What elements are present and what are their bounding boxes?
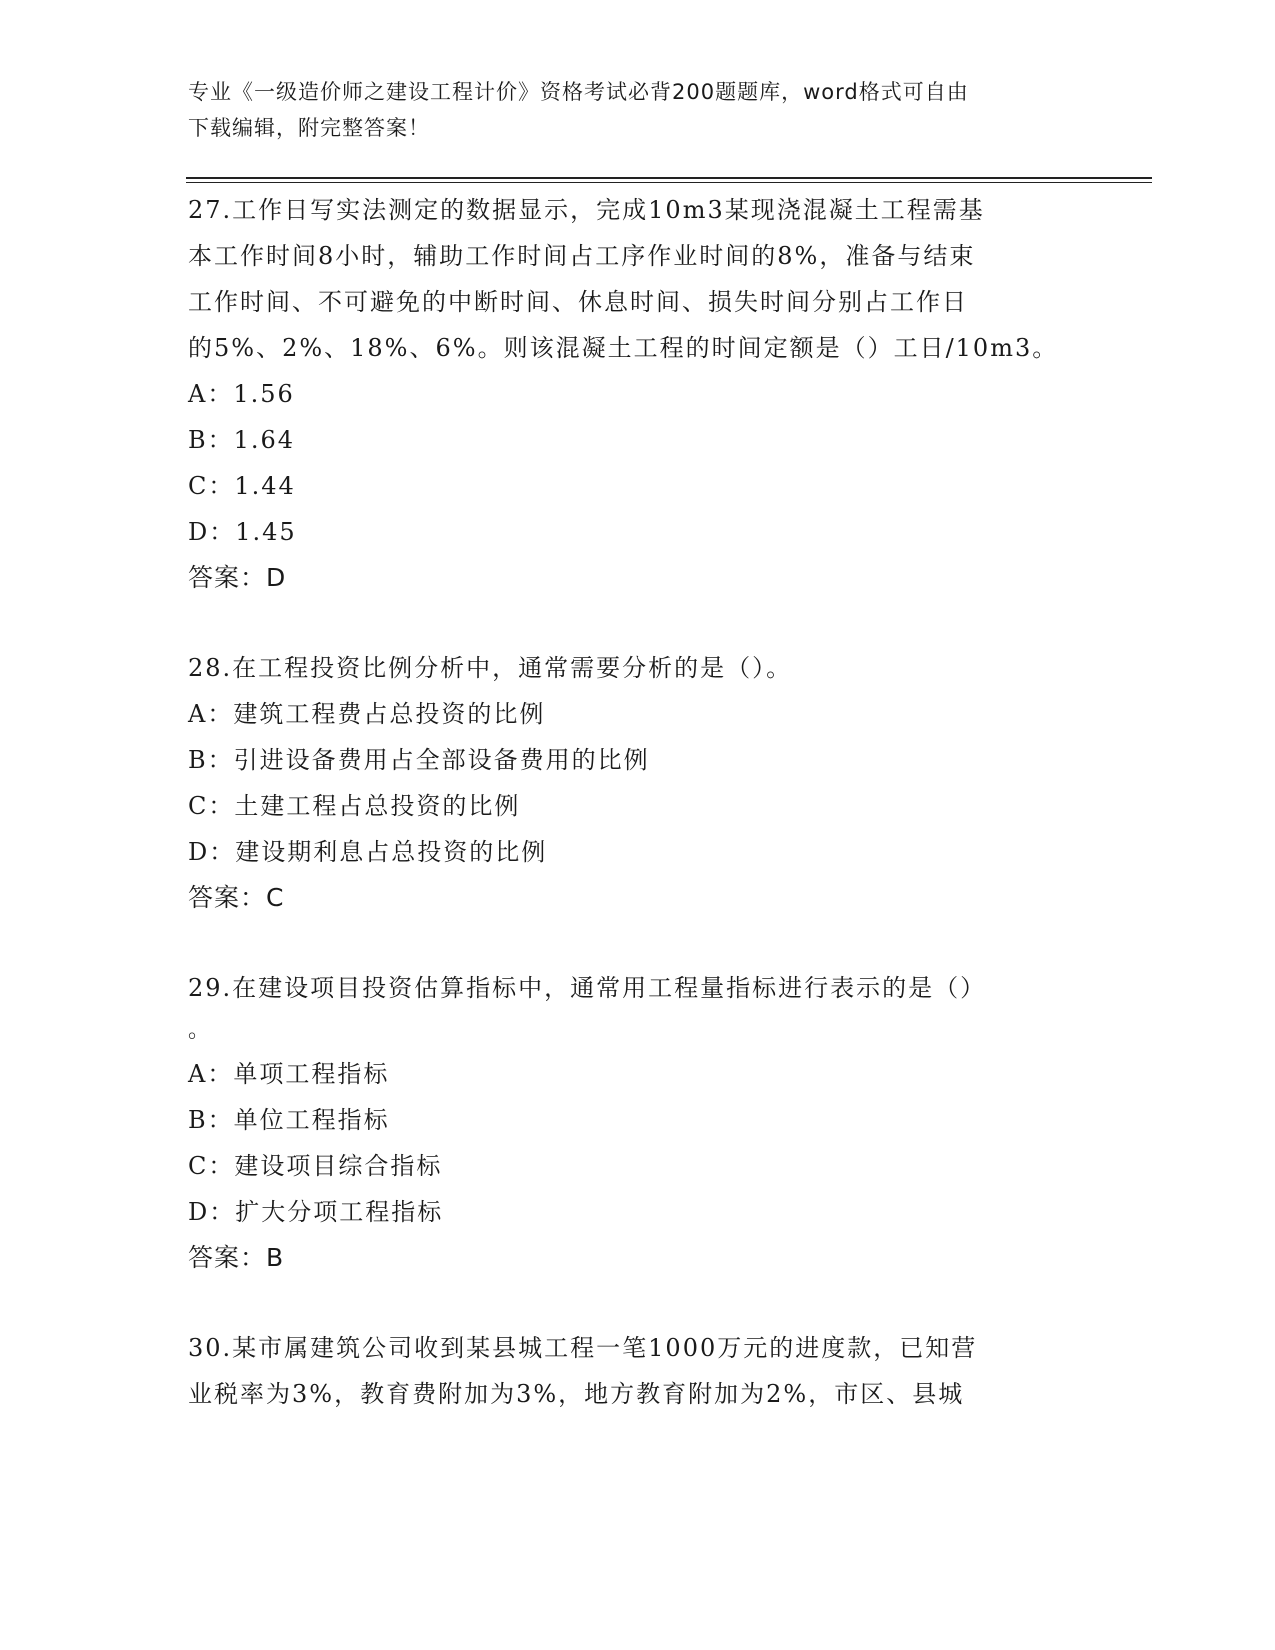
option-c: C：土建工程占总投资的比例 xyxy=(188,792,521,820)
option-d: D：1.45 xyxy=(188,518,297,546)
option-a: A：单项工程指标 xyxy=(188,1060,390,1088)
header-line-2: 下载编辑，附完整答案！ xyxy=(188,116,430,140)
answer-line: 答案：D xyxy=(188,563,287,592)
option-c: C：1.44 xyxy=(188,472,296,500)
option-d: D：扩大分项工程指标 xyxy=(188,1198,444,1226)
answer-line: 答案：B xyxy=(188,1243,285,1272)
question-stem-line: 29.在建设项目投资估算指标中，通常用工程量指标进行表示的是（） xyxy=(188,974,987,1002)
question-stem-line: 30.某市属建筑公司收到某县城工程一笔1000万元的进度款，已知营 xyxy=(188,1334,978,1362)
document-header xyxy=(188,74,1078,146)
header-divider-thin xyxy=(186,182,1152,183)
question-27 xyxy=(188,187,1068,601)
answer-line: 答案：C xyxy=(188,883,285,912)
question-30 xyxy=(188,1325,1068,1417)
header-line-1: 专业《一级造价师之建设工程计价》资格考试必背200题题库，word格式可自由 xyxy=(188,80,969,104)
question-stem-line: 27.工作日写实法测定的数据显示，完成10m3某现浇混凝土工程需基 xyxy=(188,196,985,224)
question-stem-line: 业税率为3%，教育费附加为3%，地方教育附加为2%，市区、县城 xyxy=(188,1380,965,1408)
option-b: B：1.64 xyxy=(188,426,296,454)
question-29 xyxy=(188,965,1068,1281)
option-a: A：建筑工程费占总投资的比例 xyxy=(188,700,546,728)
question-stem-line: 工作时间、不可避免的中断时间、休息时间、损失时间分别占工作日 xyxy=(188,288,968,316)
question-list xyxy=(188,187,1068,1461)
question-28 xyxy=(188,645,1068,921)
question-stem-line: 本工作时间8小时，辅助工作时间占工序作业时间的8%，准备与结束 xyxy=(188,242,976,270)
question-stem-line: 28.在工程投资比例分析中，通常需要分析的是（）。 xyxy=(188,654,793,682)
option-b: B：单位工程指标 xyxy=(188,1106,390,1134)
question-stem-tail: 。 xyxy=(188,1018,213,1043)
option-a: A：1.56 xyxy=(188,380,295,408)
question-stem-line: 的5%、2%、18%、6%。则该混凝土工程的时间定额是（）工日/10m3。 xyxy=(188,334,1059,362)
option-c: C：建设项目综合指标 xyxy=(188,1152,443,1180)
option-d: D：建设期利息占总投资的比例 xyxy=(188,838,548,866)
header-divider-thick xyxy=(186,177,1152,179)
option-b: B：引进设备费用占全部设备费用的比例 xyxy=(188,746,650,774)
